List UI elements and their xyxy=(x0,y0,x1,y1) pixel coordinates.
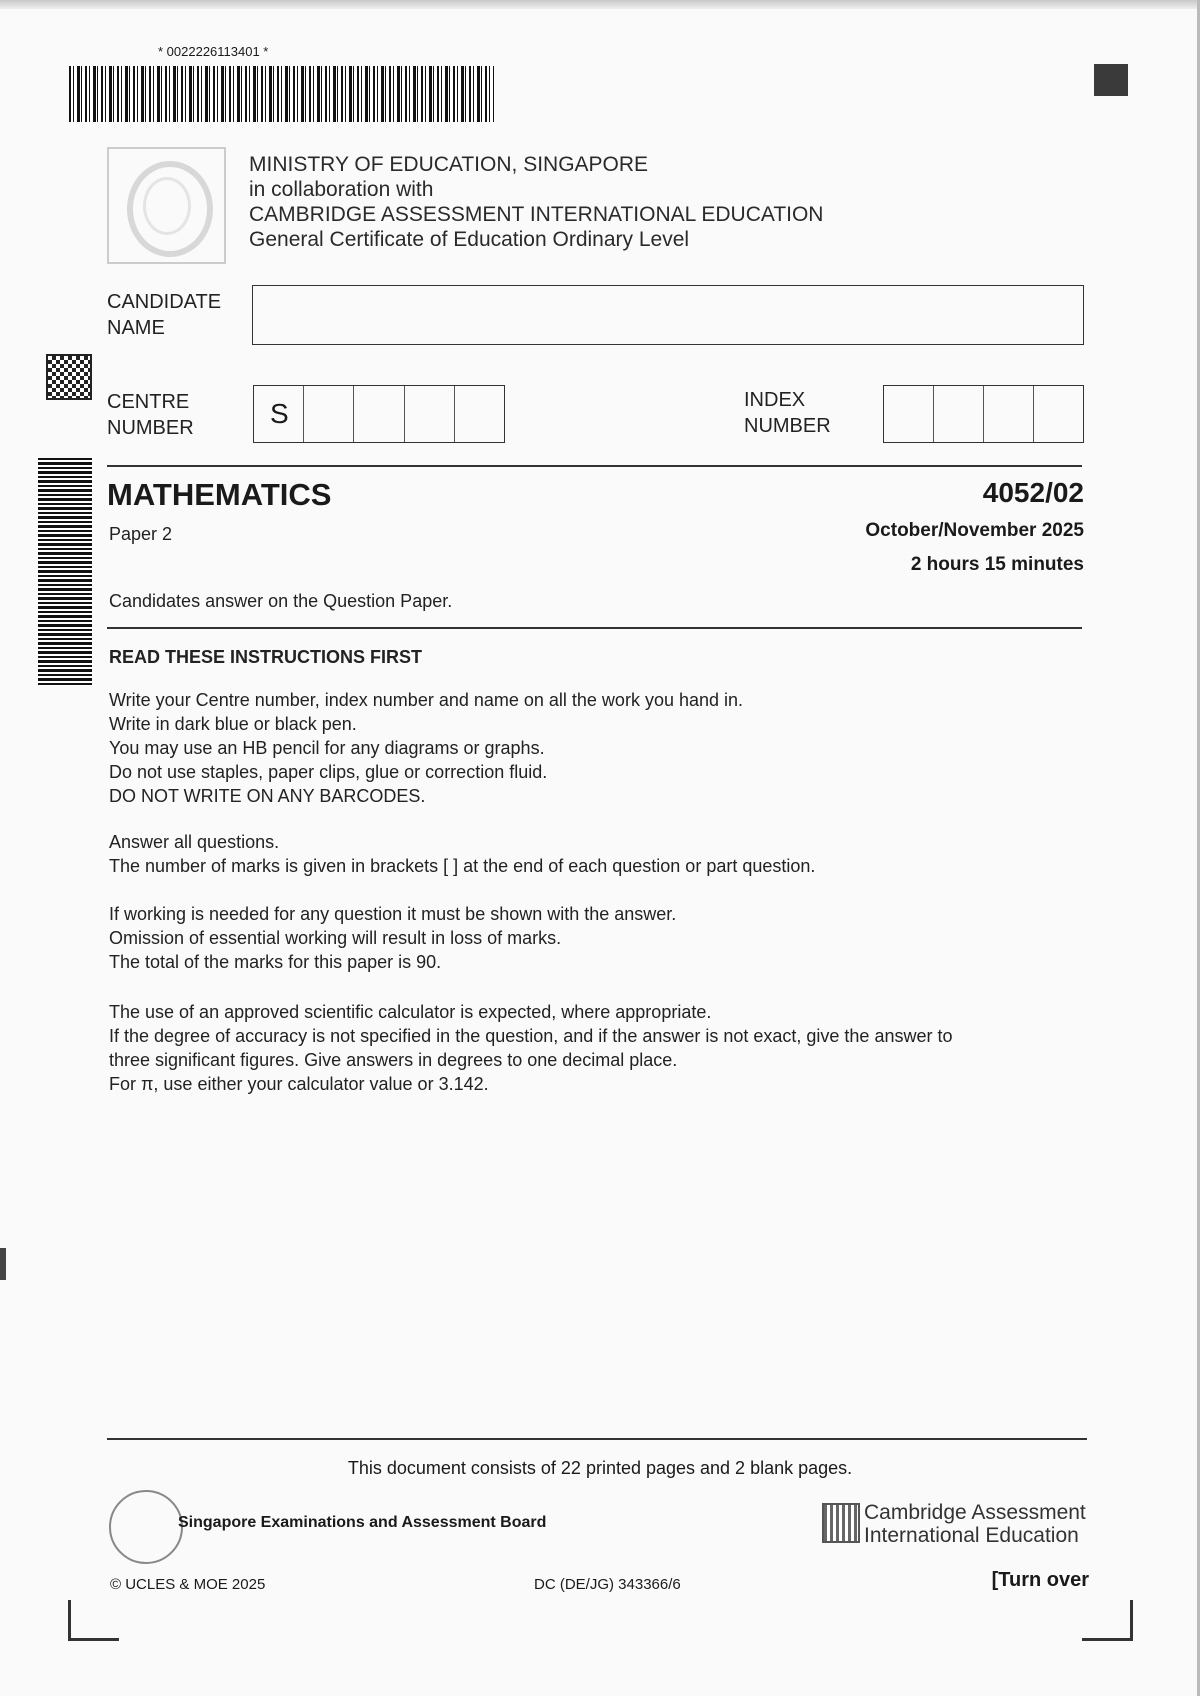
instruction-block: The use of an approved scientific calculator is expected, where appropriate. If the degree of accuracy is not specified in the question, and if the answer is not exact, give the answer to three significant figures. Give answers in degrees to one decimal place. For π, use either your calculator value or 3.142. xyxy=(109,1002,953,1094)
qr-code xyxy=(46,354,92,400)
divider xyxy=(107,627,1082,629)
copyright: © UCLES & MOE 2025 xyxy=(110,1576,266,1593)
subject-title: MATHEMATICS xyxy=(107,477,332,512)
barcode-number: * 0022226113401 * xyxy=(158,44,269,59)
pages-note: This document consists of 22 printed pages and 2 blank pages. xyxy=(347,1458,853,1478)
centre-digit-box[interactable] xyxy=(304,386,354,442)
divider xyxy=(107,1438,1087,1440)
centre-number-field[interactable] xyxy=(253,385,505,443)
exam-session: October/November 2025 xyxy=(865,520,1084,541)
ministry-line: MINISTRY OF EDUCATION, SINGAPORE xyxy=(249,153,649,176)
centre-digit-box[interactable] xyxy=(455,386,504,442)
candidate-name-label: CANDIDATE NAME xyxy=(107,291,222,339)
corner-mark xyxy=(68,1600,119,1641)
instruction-block: Answer all questions. The number of marks is given in brackets [ ] at the end of each question or part question. xyxy=(109,832,816,876)
ministry-line: CAMBRIDGE ASSESSMENT INTERNATIONAL EDUCATION xyxy=(249,203,824,226)
exam-duration: 2 hours 15 minutes xyxy=(910,554,1084,575)
index-digit-box[interactable] xyxy=(984,386,1034,442)
edge-mark xyxy=(0,1248,6,1280)
divider xyxy=(107,465,1082,467)
ministry-line: General Certificate of Education Ordinary Level xyxy=(249,228,690,251)
answer-note: Candidates answer on the Question Paper. xyxy=(109,591,453,611)
index-digit-box[interactable] xyxy=(1034,386,1083,442)
centre-digit-box[interactable] xyxy=(405,386,455,442)
instruction-block: Write your Centre number, index number and name on all the work you hand in. Write in dark blue or black pen. You may use an HB pencil for any diagrams or graphs. Do not use staples, paper clips, glue or correction fluid. DO NOT WRITE ON ANY BARCODES. xyxy=(109,690,744,806)
side-barcode xyxy=(38,458,92,686)
cambridge-name: Cambridge Assessment International Education xyxy=(864,1501,1086,1547)
instructions-heading: READ THESE INSTRUCTIONS FIRST xyxy=(109,647,423,667)
instruction-block: If working is needed for any question it must be shown with the answer. Omission of essential working will result in loss of marks. The total of the marks for this paper is 90. xyxy=(109,904,677,972)
centre-digit-box[interactable] xyxy=(354,386,404,442)
centre-number-label: CENTRE NUMBER xyxy=(107,391,194,439)
ministry-block xyxy=(249,152,823,252)
candidate-name-field[interactable] xyxy=(252,285,1084,345)
centre-prefix: S xyxy=(254,386,304,442)
index-number-label: INDEX NUMBER xyxy=(744,389,831,437)
index-digit-box[interactable] xyxy=(934,386,984,442)
seab-name: Singapore Examinations and Assessment Board xyxy=(178,1514,547,1531)
ministry-line: in collaboration with xyxy=(249,178,434,201)
registration-mark xyxy=(1094,64,1128,96)
top-barcode xyxy=(69,66,494,122)
seab-logo xyxy=(109,1490,183,1564)
cambridge-crest-icon xyxy=(822,1503,860,1543)
turn-over: [Turn over xyxy=(991,1569,1089,1591)
corner-mark xyxy=(1082,1600,1133,1641)
index-number-field[interactable] xyxy=(883,385,1084,443)
o-level-logo xyxy=(107,147,226,264)
document-code: DC (DE/JG) 343366/6 xyxy=(534,1576,681,1593)
paper-number: Paper 2 xyxy=(109,524,173,544)
index-digit-box[interactable] xyxy=(884,386,934,442)
paper-code: 4052/02 xyxy=(982,477,1084,508)
page-top-edge xyxy=(0,0,1200,9)
